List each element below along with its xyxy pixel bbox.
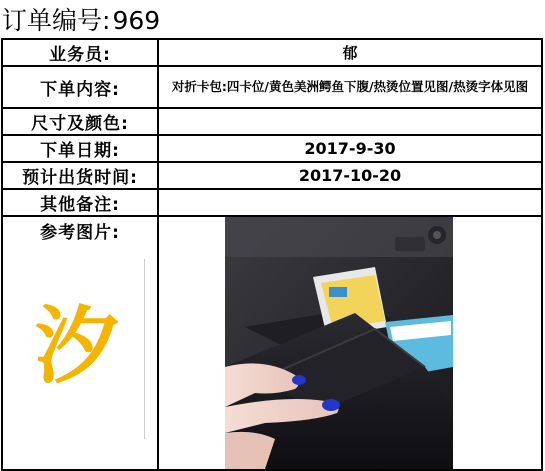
row-order-date <box>2 135 542 162</box>
order-date-value: 2017-9-30 <box>158 135 542 162</box>
content-value: 对折卡包:四卡位/黄色美洲鳄鱼下腹/热烫位置见图/热烫字体见图 <box>158 66 542 108</box>
order-title-prefix: 订单编号: <box>2 6 111 35</box>
reference-image-label: 参考图片: <box>40 223 120 243</box>
ship-date-label: 预计出货时间: <box>2 162 158 189</box>
seal-character: 汐 <box>34 297 120 387</box>
row-ship-date <box>2 162 542 189</box>
row-reference-image <box>2 216 542 470</box>
reference-image-label-cell <box>2 216 158 470</box>
reference-photo-cell <box>158 216 542 470</box>
hot-stamp-font-sample <box>31 295 123 387</box>
salesperson-value: 郁 <box>158 39 542 66</box>
salesperson-label: 业务员: <box>2 39 158 66</box>
row-order-content <box>2 66 542 108</box>
row-size-color <box>2 108 542 135</box>
wallet-photo-icon <box>225 217 453 469</box>
divider-line <box>144 259 145 439</box>
ship-date-value: 2017-10-20 <box>158 162 542 189</box>
order-number: 969 <box>112 6 161 35</box>
row-salesperson <box>2 39 542 66</box>
notes-value <box>158 189 542 216</box>
size-color-value <box>158 108 542 135</box>
content-label: 下单内容: <box>2 66 158 108</box>
row-notes <box>2 189 542 216</box>
order-title <box>2 4 160 38</box>
order-form-table <box>1 38 543 471</box>
notes-label: 其他备注: <box>2 189 158 216</box>
size-color-label: 尺寸及颜色: <box>2 108 158 135</box>
order-date-label: 下单日期: <box>2 135 158 162</box>
